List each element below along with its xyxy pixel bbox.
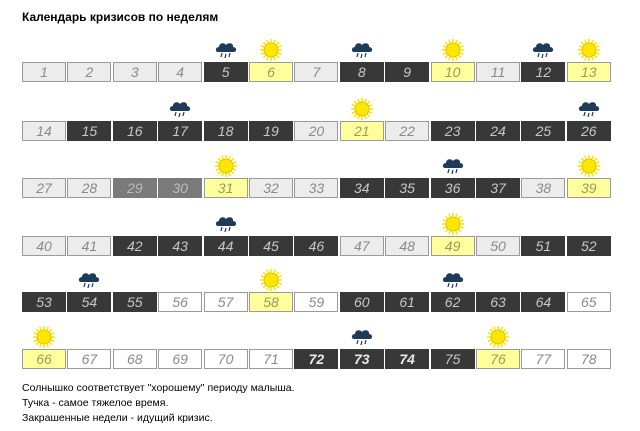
week-cell: 71	[249, 349, 293, 369]
cloud-icon	[531, 38, 555, 62]
week-cell: 23	[431, 121, 475, 141]
week-cell: 16	[113, 121, 157, 141]
week-cell: 46	[294, 236, 338, 256]
week-cell: 5	[204, 62, 248, 82]
week-cell: 12	[521, 62, 565, 82]
week-cell: 35	[385, 178, 429, 198]
week-cell: 25	[521, 121, 565, 141]
cloud-icon	[577, 97, 601, 121]
week-cell: 55	[113, 292, 157, 312]
week-cell: 19	[249, 121, 293, 141]
week-cell: 43	[158, 236, 202, 256]
week-cell: 2	[67, 62, 111, 82]
week-cell: 38	[521, 178, 565, 198]
week-cell: 45	[249, 236, 293, 256]
week-cell: 60	[340, 292, 384, 312]
legend-line-sun: Солнышко соответствует "хорошему" периоду малыша.	[22, 382, 295, 394]
week-cell: 72	[294, 349, 338, 369]
sun-icon	[214, 154, 238, 178]
legend	[22, 381, 295, 426]
week-cell: 39	[567, 178, 611, 198]
week-cell: 49	[431, 236, 475, 256]
week-cell: 44	[204, 236, 248, 256]
week-cell: 34	[340, 178, 384, 198]
week-cell: 32	[249, 178, 293, 198]
week-cell: 31	[204, 178, 248, 198]
cloud-icon	[350, 38, 374, 62]
week-cell: 69	[158, 349, 202, 369]
week-cell: 68	[113, 349, 157, 369]
legend-line-shaded: Закрашенные недели - идущий кризис.	[22, 412, 213, 424]
week-cell: 58	[249, 292, 293, 312]
week-cell: 40	[22, 236, 66, 256]
week-row	[22, 292, 611, 312]
week-cell: 70	[204, 349, 248, 369]
week-cell: 59	[294, 292, 338, 312]
week-cell: 15	[67, 121, 111, 141]
week-cell: 4	[158, 62, 202, 82]
week-cell: 9	[385, 62, 429, 82]
week-cell: 57	[204, 292, 248, 312]
week-cell: 28	[67, 178, 111, 198]
sun-icon	[486, 325, 510, 349]
week-cell: 53	[22, 292, 66, 312]
week-row	[22, 62, 611, 82]
week-cell: 18	[204, 121, 248, 141]
week-cell: 50	[476, 236, 520, 256]
sun-icon	[32, 325, 56, 349]
sun-icon	[259, 268, 283, 292]
week-cell: 78	[567, 349, 611, 369]
week-cell: 73	[340, 349, 384, 369]
week-cell: 11	[476, 62, 520, 82]
cloud-icon	[441, 268, 465, 292]
week-cell: 48	[385, 236, 429, 256]
week-cell: 65	[567, 292, 611, 312]
week-cell: 36	[431, 178, 475, 198]
week-cell: 75	[431, 349, 475, 369]
week-row	[22, 121, 611, 141]
cloud-icon	[214, 212, 238, 236]
week-cell: 21	[340, 121, 384, 141]
week-row	[22, 349, 611, 369]
week-cell: 20	[294, 121, 338, 141]
week-cell: 41	[67, 236, 111, 256]
week-cell: 10	[431, 62, 475, 82]
week-cell: 52	[567, 236, 611, 256]
week-cell: 26	[567, 121, 611, 141]
week-cell: 33	[294, 178, 338, 198]
week-cell: 24	[476, 121, 520, 141]
week-cell: 3	[113, 62, 157, 82]
cloud-icon	[441, 154, 465, 178]
cloud-icon	[214, 38, 238, 62]
week-cell: 67	[67, 349, 111, 369]
week-row	[22, 236, 611, 256]
week-cell: 47	[340, 236, 384, 256]
week-cell: 63	[476, 292, 520, 312]
week-cell: 6	[249, 62, 293, 82]
week-cell: 77	[521, 349, 565, 369]
week-cell: 61	[385, 292, 429, 312]
week-cell: 51	[521, 236, 565, 256]
sun-icon	[441, 212, 465, 236]
week-cell: 7	[294, 62, 338, 82]
week-cell: 62	[431, 292, 475, 312]
week-cell: 76	[476, 349, 520, 369]
week-cell: 27	[22, 178, 66, 198]
week-cell: 17	[158, 121, 202, 141]
week-cell: 66	[22, 349, 66, 369]
week-cell: 22	[385, 121, 429, 141]
week-cell: 30	[158, 178, 202, 198]
sun-icon	[441, 38, 465, 62]
week-cell: 56	[158, 292, 202, 312]
week-cell: 29	[113, 178, 157, 198]
sun-icon	[577, 154, 601, 178]
week-cell: 14	[22, 121, 66, 141]
week-cell: 54	[67, 292, 111, 312]
week-cell: 64	[521, 292, 565, 312]
cloud-icon	[168, 97, 192, 121]
sun-icon	[259, 38, 283, 62]
week-cell: 42	[113, 236, 157, 256]
cloud-icon	[77, 268, 101, 292]
week-cell: 8	[340, 62, 384, 82]
week-cell: 1	[22, 62, 66, 82]
sun-icon	[577, 38, 601, 62]
week-cell: 13	[567, 62, 611, 82]
week-cell: 37	[476, 178, 520, 198]
legend-line-cloud: Тучка - самое тяжелое время.	[22, 397, 169, 409]
week-row	[22, 178, 611, 198]
page-title: Календарь кризисов по неделям	[22, 10, 219, 24]
cloud-icon	[350, 325, 374, 349]
week-cell: 74	[385, 349, 429, 369]
sun-icon	[350, 97, 374, 121]
